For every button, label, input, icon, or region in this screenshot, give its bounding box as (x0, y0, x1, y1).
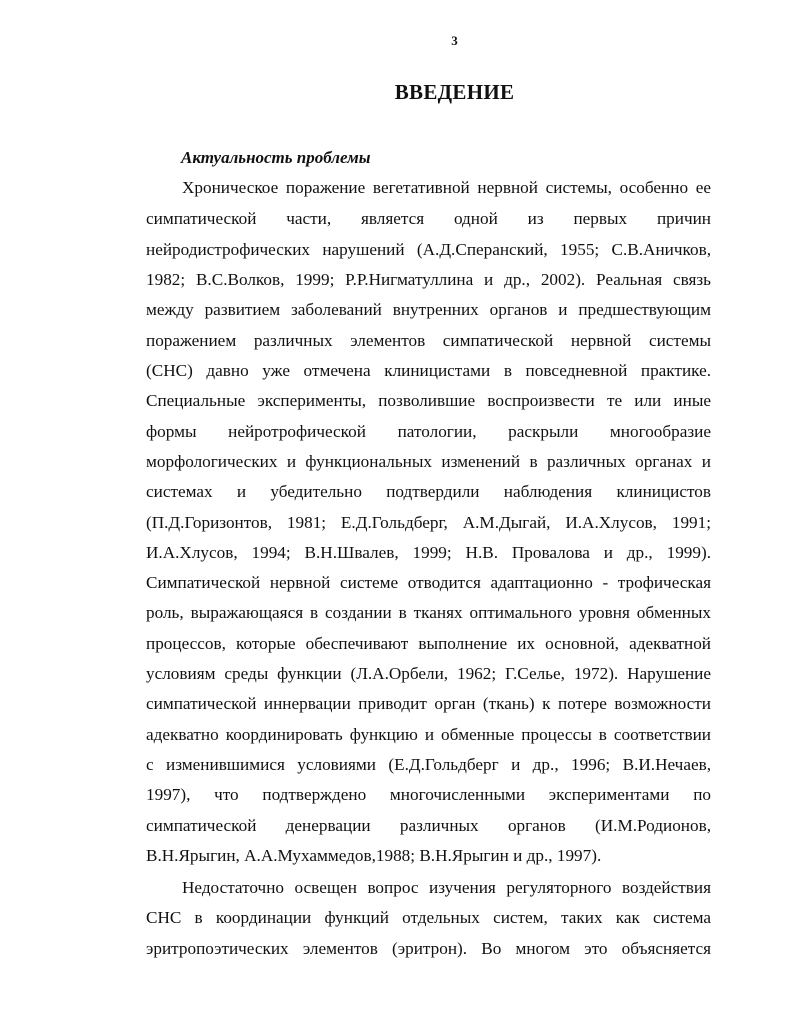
paragraph-line: И.А.Хлусов, 1994; В.Н.Швалев, 1999; Н.В. Провалова и др., 1999). (146, 543, 711, 562)
paragraph-line: системах и убедительно подтвердили наблюдения клиницистов (146, 482, 711, 501)
paragraph-line: между развитием заболеваний внутренних органов и предшествующим (146, 300, 711, 319)
paragraph-line: Хроническое поражение вегетативной нервной системы, особенно ее (182, 178, 711, 197)
paragraph-line: Симпатической нервной системе отводится адаптационно - трофическая (146, 573, 711, 592)
paragraph-line: адекватно координировать функцию и обменные процессы в соответствии (146, 725, 711, 744)
paragraph-line: поражением различных элементов симпатической нервной системы (146, 331, 711, 350)
paragraph-line: Недостаточно освещен вопрос изучения регуляторного воздействия (182, 878, 711, 897)
paragraph-line: (СНС) давно уже отмечена клиницистами в повседневной практике. (146, 361, 711, 380)
paragraph-line: симпатической иннервации приводит орган (ткань) к потере возможности (146, 694, 711, 713)
paragraph-line: 1997), что подтверждено многочисленными экспериментами по (146, 785, 711, 804)
paragraph-line: роль, выражающаяся в создании в тканях оптимального уровня обменных (146, 603, 711, 622)
paragraph-line: процессов, которые обеспечивают выполнение их основной, адекватной (146, 634, 711, 653)
paragraph-line: СНС в координации функций отдельных систем, таких как система (146, 908, 711, 927)
paragraph-line: симпатической части, является одной из первых причин (146, 209, 711, 228)
paragraph-line: 1982; В.С.Волков, 1999; Р.Р.Нигматуллина и др., 2002). Реальная связь (146, 270, 711, 289)
paragraph-line: формы нейротрофической патологии, раскрыли многообразие (146, 422, 711, 441)
page-number: 3 (451, 33, 458, 48)
paragraph-line: симпатической денервации различных органов (И.М.Родионов, (146, 816, 711, 835)
paragraph-line: Специальные эксперименты, позволившие воспроизвести те или иные (146, 391, 711, 410)
paragraph-line: нейродистрофических нарушений (А.Д.Сперанский, 1955; С.В.Аничков, (146, 240, 711, 259)
page-title: ВВЕДЕНИЕ (394, 80, 515, 104)
paragraph-line: морфологических и функциональных изменений в различных органах и (146, 452, 711, 471)
paragraph-line: В.Н.Ярыгин, А.А.Мухаммедов,1988; В.Н.Ярыгин и др., 1997). (146, 846, 602, 865)
paragraph-line: (П.Д.Горизонтов, 1981; Е.Д.Гольдберг, А.М.Дыгай, И.А.Хлусов, 1991; (146, 513, 711, 532)
section-subheading: Актуальность проблемы (181, 148, 371, 167)
paragraph-line: условиям среды функции (Л.А.Орбели, 1962; Г.Селье, 1972). Нарушение (146, 664, 711, 683)
paragraph-line: с изменившимися условиями (Е.Д.Гольдберг и др., 1996; В.И.Нечаев, (146, 755, 711, 774)
paragraph-line: эритропоэтических элементов (эритрон). Во многом это объясняется (146, 939, 711, 958)
